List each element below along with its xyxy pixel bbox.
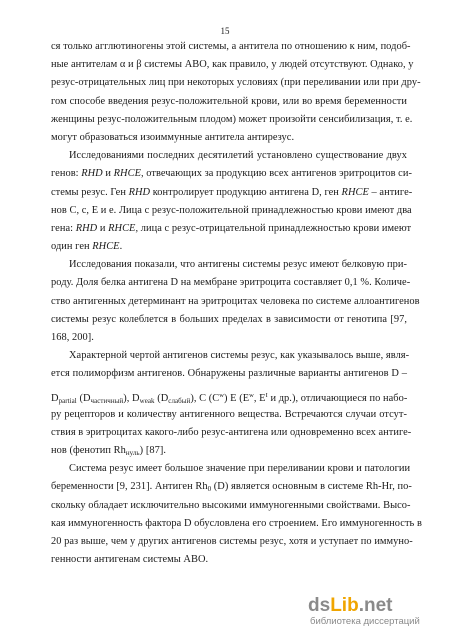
- text-line: генности антигенам системы АВО.: [51, 554, 209, 566]
- text-line: роду. Доля белка антигена D на мембране эритроцита составляет 0,1 %. Количе-: [51, 277, 411, 289]
- text-line: ся только агглютиногены этой системы, а антитела по отношению к ним, подоб-: [51, 41, 411, 52]
- text-line: скольку обладает исключительно высокими иммуногенными свойствами. Высо-: [51, 499, 411, 511]
- text-line: гом способе введения резус-положительной крови, или во время беременности: [51, 95, 407, 107]
- paragraph-start-line: Исследованиями последних десятилетий установлено существование двух: [69, 150, 407, 162]
- gene-name: RHD: [75, 222, 98, 234]
- gene-name: RHCE,: [113, 168, 144, 180]
- dslib-logo[interactable]: dsLib.net: [308, 595, 393, 616]
- text-line: ру рецепторов и количеству антигенного вещества. Встречаются случаи отсут-: [51, 408, 407, 420]
- text-line: 20 раз выше, чем у других антигенов системы резус, хотя и уступает по иммуно-: [51, 535, 413, 547]
- text-line: беременности [9, 231]. Антиген $Rh_0$ (D) является основным в системе Rh-Hr, по-: [51, 481, 412, 494]
- paragraph-start-line: Исследования показали, что антигены системы резус имеют белковую при-: [69, 259, 407, 271]
- gene-name: RHD: [128, 186, 151, 198]
- text-line: женщины резус-положительным плодом) может произойти сенсибилизация, т. е.: [51, 113, 413, 125]
- page-number: 15: [220, 26, 230, 36]
- text-line: один ген RHCE.: [51, 241, 123, 253]
- text-line: гена: RHD и RHCE, лица с резус-отрицательной принадлежностью крови имеют: [51, 222, 412, 234]
- text-line: нов (фенотип $Rh_{нуль}$) [87].: [51, 444, 166, 457]
- text-line: ется полиморфизм антигенов. Обнаружены различные варианты антигенов D –: [51, 368, 407, 380]
- text-line: могут образоваться изоиммунные антитела антирезус.: [51, 131, 295, 143]
- text-line: системы резус колеблется в больших пределах в зависимости от генотипа [97,: [51, 313, 407, 325]
- text-line: стемы резус. Ген RHD контролирует продукцию антигена D, ген RHCE – антиге-: [51, 186, 413, 198]
- gene-name: RHCE: [341, 186, 369, 198]
- text-line-with-subscripts: $D_{partial}$ $(D_{частичный})$, $D_{weak}$ $(D_{слабый})$, C $(C^w)$ E ($E^w$, $E^I$ и др.), отличающиеся по набо-: [51, 391, 408, 405]
- document-body: [51, 38, 422, 569]
- text-line: резус-отрицательных лиц при некоторых условиях (при переливании или при дру-: [51, 77, 421, 89]
- gene-name: RHCE,: [108, 222, 139, 234]
- text-line: ствия в эритроцитах какого-либо резус-антигена или одновременно всех антиге-: [51, 426, 412, 438]
- text-line: ство антигенных детерминант на эритроцитах человека по системе аллоантигенов: [51, 295, 420, 307]
- gene-name: RHD: [81, 168, 103, 180]
- text-line: ные антителам α и β системы АВО, как правило, у людей отсутствуют. Однако, у: [51, 59, 414, 71]
- watermark-tagline: библиотека диссертаций: [310, 616, 420, 627]
- watermark[interactable]: [308, 596, 428, 627]
- paragraph-start-line: Характерной чертой антигенов системы резус, как указывалось выше, явля-: [69, 350, 410, 362]
- gene-name: RHCE: [92, 241, 120, 253]
- text-line: нов С, с, Е и е. Лица с резус-положительной принадлежностью крови имеют два: [51, 204, 412, 216]
- text-line: 168, 200].: [51, 332, 94, 343]
- text-line: генов: RHD и RHCE, отвечающих за продукцию всех антигенов эритроцитов си-: [51, 168, 412, 180]
- text-line: кая иммуногенность фактора D обусловлена его строением. Его иммуногенность в: [51, 517, 422, 529]
- paragraph-start-line: Система резус имеет большое значение при переливании крови и патологии: [69, 463, 411, 475]
